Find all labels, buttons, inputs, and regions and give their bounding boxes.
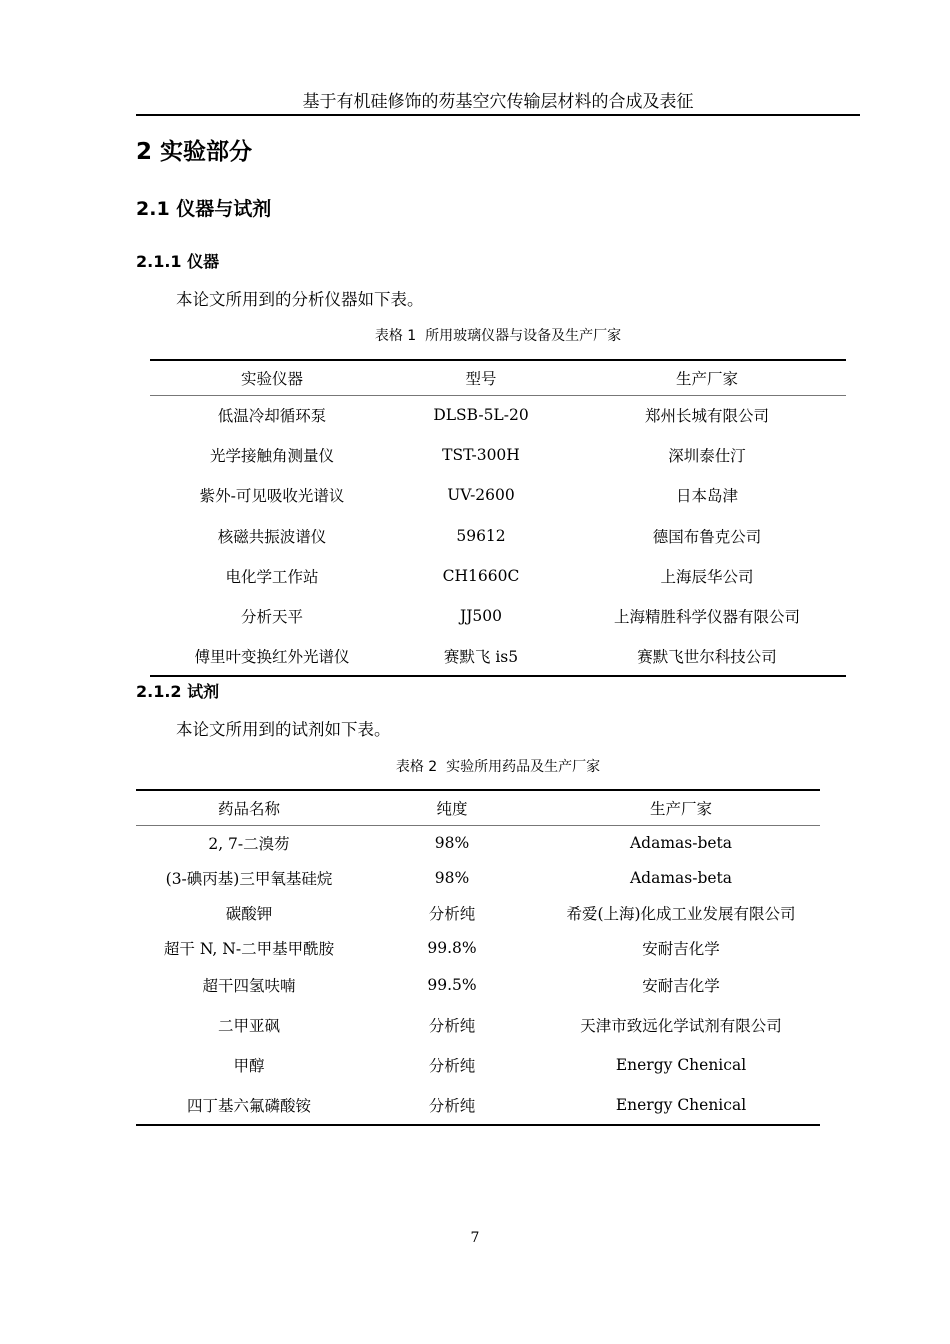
table-cell: Adamas-beta: [629, 868, 733, 887]
table-cell: 59612: [456, 526, 506, 545]
table-cell: 超干 N, N-二甲基甲酰胺: [163, 939, 335, 958]
table-cell: (3-碘丙基)三甲氧基硅烷: [165, 869, 333, 888]
column-header: 生产厂家: [568, 360, 846, 395]
table-row: [136, 895, 820, 930]
table2-caption-label: 表格 2: [395, 759, 438, 775]
table-cell: 傅里叶变换红外光谱仪: [194, 647, 350, 666]
table1-caption-text: 所用玻璃仪器与设备及生产厂家: [425, 328, 622, 344]
column-header: 型号: [394, 360, 568, 395]
table2-caption: [136, 757, 860, 777]
table-cell: 98%: [434, 833, 470, 852]
table-cell: 超干四氢呋喃: [202, 977, 296, 995]
column-header: 实验仪器: [150, 360, 394, 395]
table-cell: 99.8%: [427, 938, 477, 957]
table-cell: 日本岛津: [675, 487, 738, 506]
table-cell: 分析纯: [428, 904, 476, 923]
table-cell: 安耐吉化学: [642, 939, 720, 958]
table-cell: Adamas-beta: [629, 833, 733, 852]
table-cell: 赛默飞世尔科技公司: [637, 647, 777, 666]
subsection-title: 2.1 仪器与试剂: [136, 198, 272, 220]
running-header: 基于有机硅修饰的芴基空穴传输层材料的合成及表征: [302, 92, 694, 112]
instruments-intro: 本论文所用到的分析仪器如下表。: [176, 290, 424, 309]
table-cell: 德国布鲁克公司: [652, 527, 762, 546]
page-number: 7: [470, 1230, 480, 1246]
table-cell: TST-300H: [442, 446, 520, 465]
header-rule: [136, 114, 860, 116]
table-cell: 上海精胜科学仪器有限公司: [613, 608, 800, 627]
table-row: [150, 556, 846, 596]
table-row: [136, 930, 820, 965]
table-cell: 天津市致远化学试剂有限公司: [580, 1017, 782, 1035]
table-cell: 分析纯: [428, 1096, 476, 1115]
table1-caption: [150, 326, 846, 346]
table-header-row: [136, 790, 820, 825]
table2-caption-text: 实验所用药品及生产厂家: [446, 759, 601, 775]
table-cell: Energy Chenical: [615, 1095, 747, 1114]
table-cell: 2, 7-二溴芴: [208, 834, 290, 853]
table-cell: 碳酸钾: [225, 904, 273, 923]
table-cell: 紫外-可见吸收光谱议: [199, 487, 345, 506]
table-cell: UV-2600: [447, 486, 515, 505]
table-cell: 赛默飞 is5: [443, 647, 519, 666]
reagents-intro: 本论文所用到的试剂如下表。: [176, 720, 391, 739]
table-cell: 分析纯: [428, 1017, 476, 1035]
column-header: 纯度: [362, 790, 542, 825]
table-row: [150, 636, 846, 676]
reagents-heading: 2.1.2 试剂: [136, 682, 220, 701]
table1-caption-label: 表格 1: [374, 328, 417, 344]
table-row: [150, 516, 846, 556]
table-row: [150, 475, 846, 515]
table-cell: 二甲亚砜: [217, 1017, 280, 1035]
table-cell: 光学接触角测量仪: [209, 447, 334, 466]
table-row: [136, 1045, 820, 1085]
table-cell: CH1660C: [442, 566, 520, 585]
column-header: 生产厂家: [542, 790, 820, 825]
table-cell: 电化学工作站: [225, 567, 319, 586]
section-title: 2 实验部分: [136, 139, 253, 165]
table-cell: JJ500: [459, 607, 502, 626]
table-cell: 99.5%: [427, 976, 477, 994]
table-cell: DLSB-5L-20: [433, 406, 529, 425]
table-row: [150, 395, 846, 435]
table-cell: 低温冷却循环泵: [217, 407, 327, 426]
column-header: 药品名称: [136, 790, 362, 825]
table-header-row: [150, 360, 846, 395]
table-cell: 希爱(上海)化成工业发展有限公司: [566, 904, 796, 923]
table-row: [136, 860, 820, 895]
table-cell: 深圳泰仕汀: [668, 447, 746, 466]
table-cell: 核磁共振波谱仪: [217, 527, 327, 546]
table-cell: Energy Chenical: [615, 1056, 747, 1074]
table-cell: 四丁基六氟磷酸铵: [186, 1096, 311, 1115]
table-row: [136, 825, 820, 860]
reagents-table: [136, 789, 820, 1126]
instruments-heading: 2.1.1 仪器: [136, 252, 220, 271]
table-row: [136, 965, 820, 1005]
table-cell: 98%: [434, 868, 470, 887]
instruments-table: [150, 359, 846, 677]
table-cell: 上海辰华公司: [660, 567, 754, 586]
table-row: [150, 596, 846, 636]
table-cell: 甲醇: [233, 1057, 265, 1075]
table-cell: 分析天平: [240, 608, 303, 627]
table-row: [150, 435, 846, 475]
table-row: [136, 1005, 820, 1045]
table-row: [136, 1085, 820, 1125]
table-cell: 郑州长城有限公司: [644, 407, 769, 426]
table-cell: 安耐吉化学: [642, 977, 720, 995]
table-cell: 分析纯: [428, 1057, 476, 1075]
